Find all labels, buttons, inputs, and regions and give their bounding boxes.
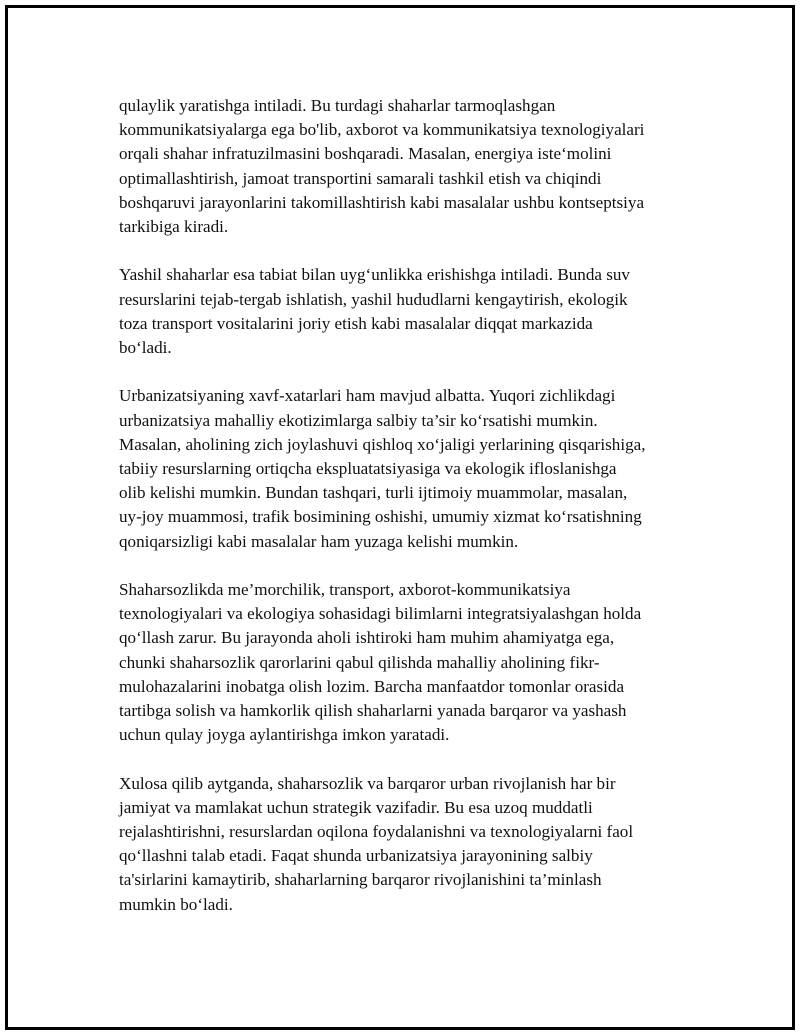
paragraph-integrated-planning: Shaharsozlikda me’morchilik, transport, axborot-kommunikatsiya texnologiyalari va ekologiya sohasidagi bilimlarni integratsiyalashgan holda qo‘llash zarur. Bu jarayonda aholi ishtiroki ham muhim ahamiyatga ega, chunki shaharsozlik qarorlarini qabul qilishda mahalliy aholining fikr- mulohazalarini inobatga olish lozim. Barcha manfaatdor tomonlar orasida tartibga solish va hamkorlik qilish shaharlarni yanada barqaror va yashash uchun qulay joyga aylantirishga imkon yaratadi. xyxy=(119,580,642,745)
paragraph-green-cities: Yashil shaharlar esa tabiat bilan uyg‘unlikka erishishga intiladi. Bunda suv resurslarini tejab-tergab ishlatish, yashil hududlarni kengaytirish, ekologik toza transport vositalarini joriy etish kabi masalalar diqqat markazida bo‘ladi. xyxy=(119,265,630,358)
paragraph-urbanization-risks: Urbanizatsiyaning xavf-xatarlari ham mavjud albatta. Yuqori zichlikdagi urbanizatsiya mahalliy ekotizimlarga salbiy ta’sir ko‘rsatishi mumkin. Masalan, aholining zich joylashuvi qishloq xo‘jaligi yerlarining qisqarishiga, tabiiy resurslarning ortiqcha ekspluatatsiyasiga va ekologik ifloslanishga olib kelishi mumkin. Bundan tashqari, turli ijtimoiy muammolar, masalan, uy-joy muammosi, trafik bosimining oshishi, umumiy xizmat ko‘rsatishning qoniqarsizligi kabi masalalar ham yuzaga kelishi mumkin. xyxy=(119,386,646,551)
paragraph-conclusion: Xulosa qilib aytganda, shaharsozlik va barqaror urban rivojlanish har bir jamiyat va mamlakat uchun strategik vazifadir. Bu esa uzoq muddatli rejalashtirishni, resurslardan oqilona foydalanishni va texnologiyalarni faol qo‘llashni talab etadi. Faqat shunda urbanizatsiya jarayonining salbiy ta'sirlarini kamaytirib, shaharlarning barqaror rivojlanishini ta’minlash mumkin bo‘ladi. xyxy=(119,773,634,914)
paragraph-smart-cities: qulaylik yaratishga intiladi. Bu turdagi shaharlar tarmoqlashgan kommunikatsiyalarga ega bo'lib, axborot va kommunikatsiya texnologiyalari orqali shahar infratuzilmasini boshqaradi. Masalan, energiya iste‘molini optimallashtirish, jamoat transportini samarali tashkil etish va chiqindi boshqaruvi jarayonlarini takomillashtirish kabi masalalar ushbu kontseptsiya tarkibiga kiradi. xyxy=(119,96,645,237)
document-body xyxy=(119,94,704,941)
